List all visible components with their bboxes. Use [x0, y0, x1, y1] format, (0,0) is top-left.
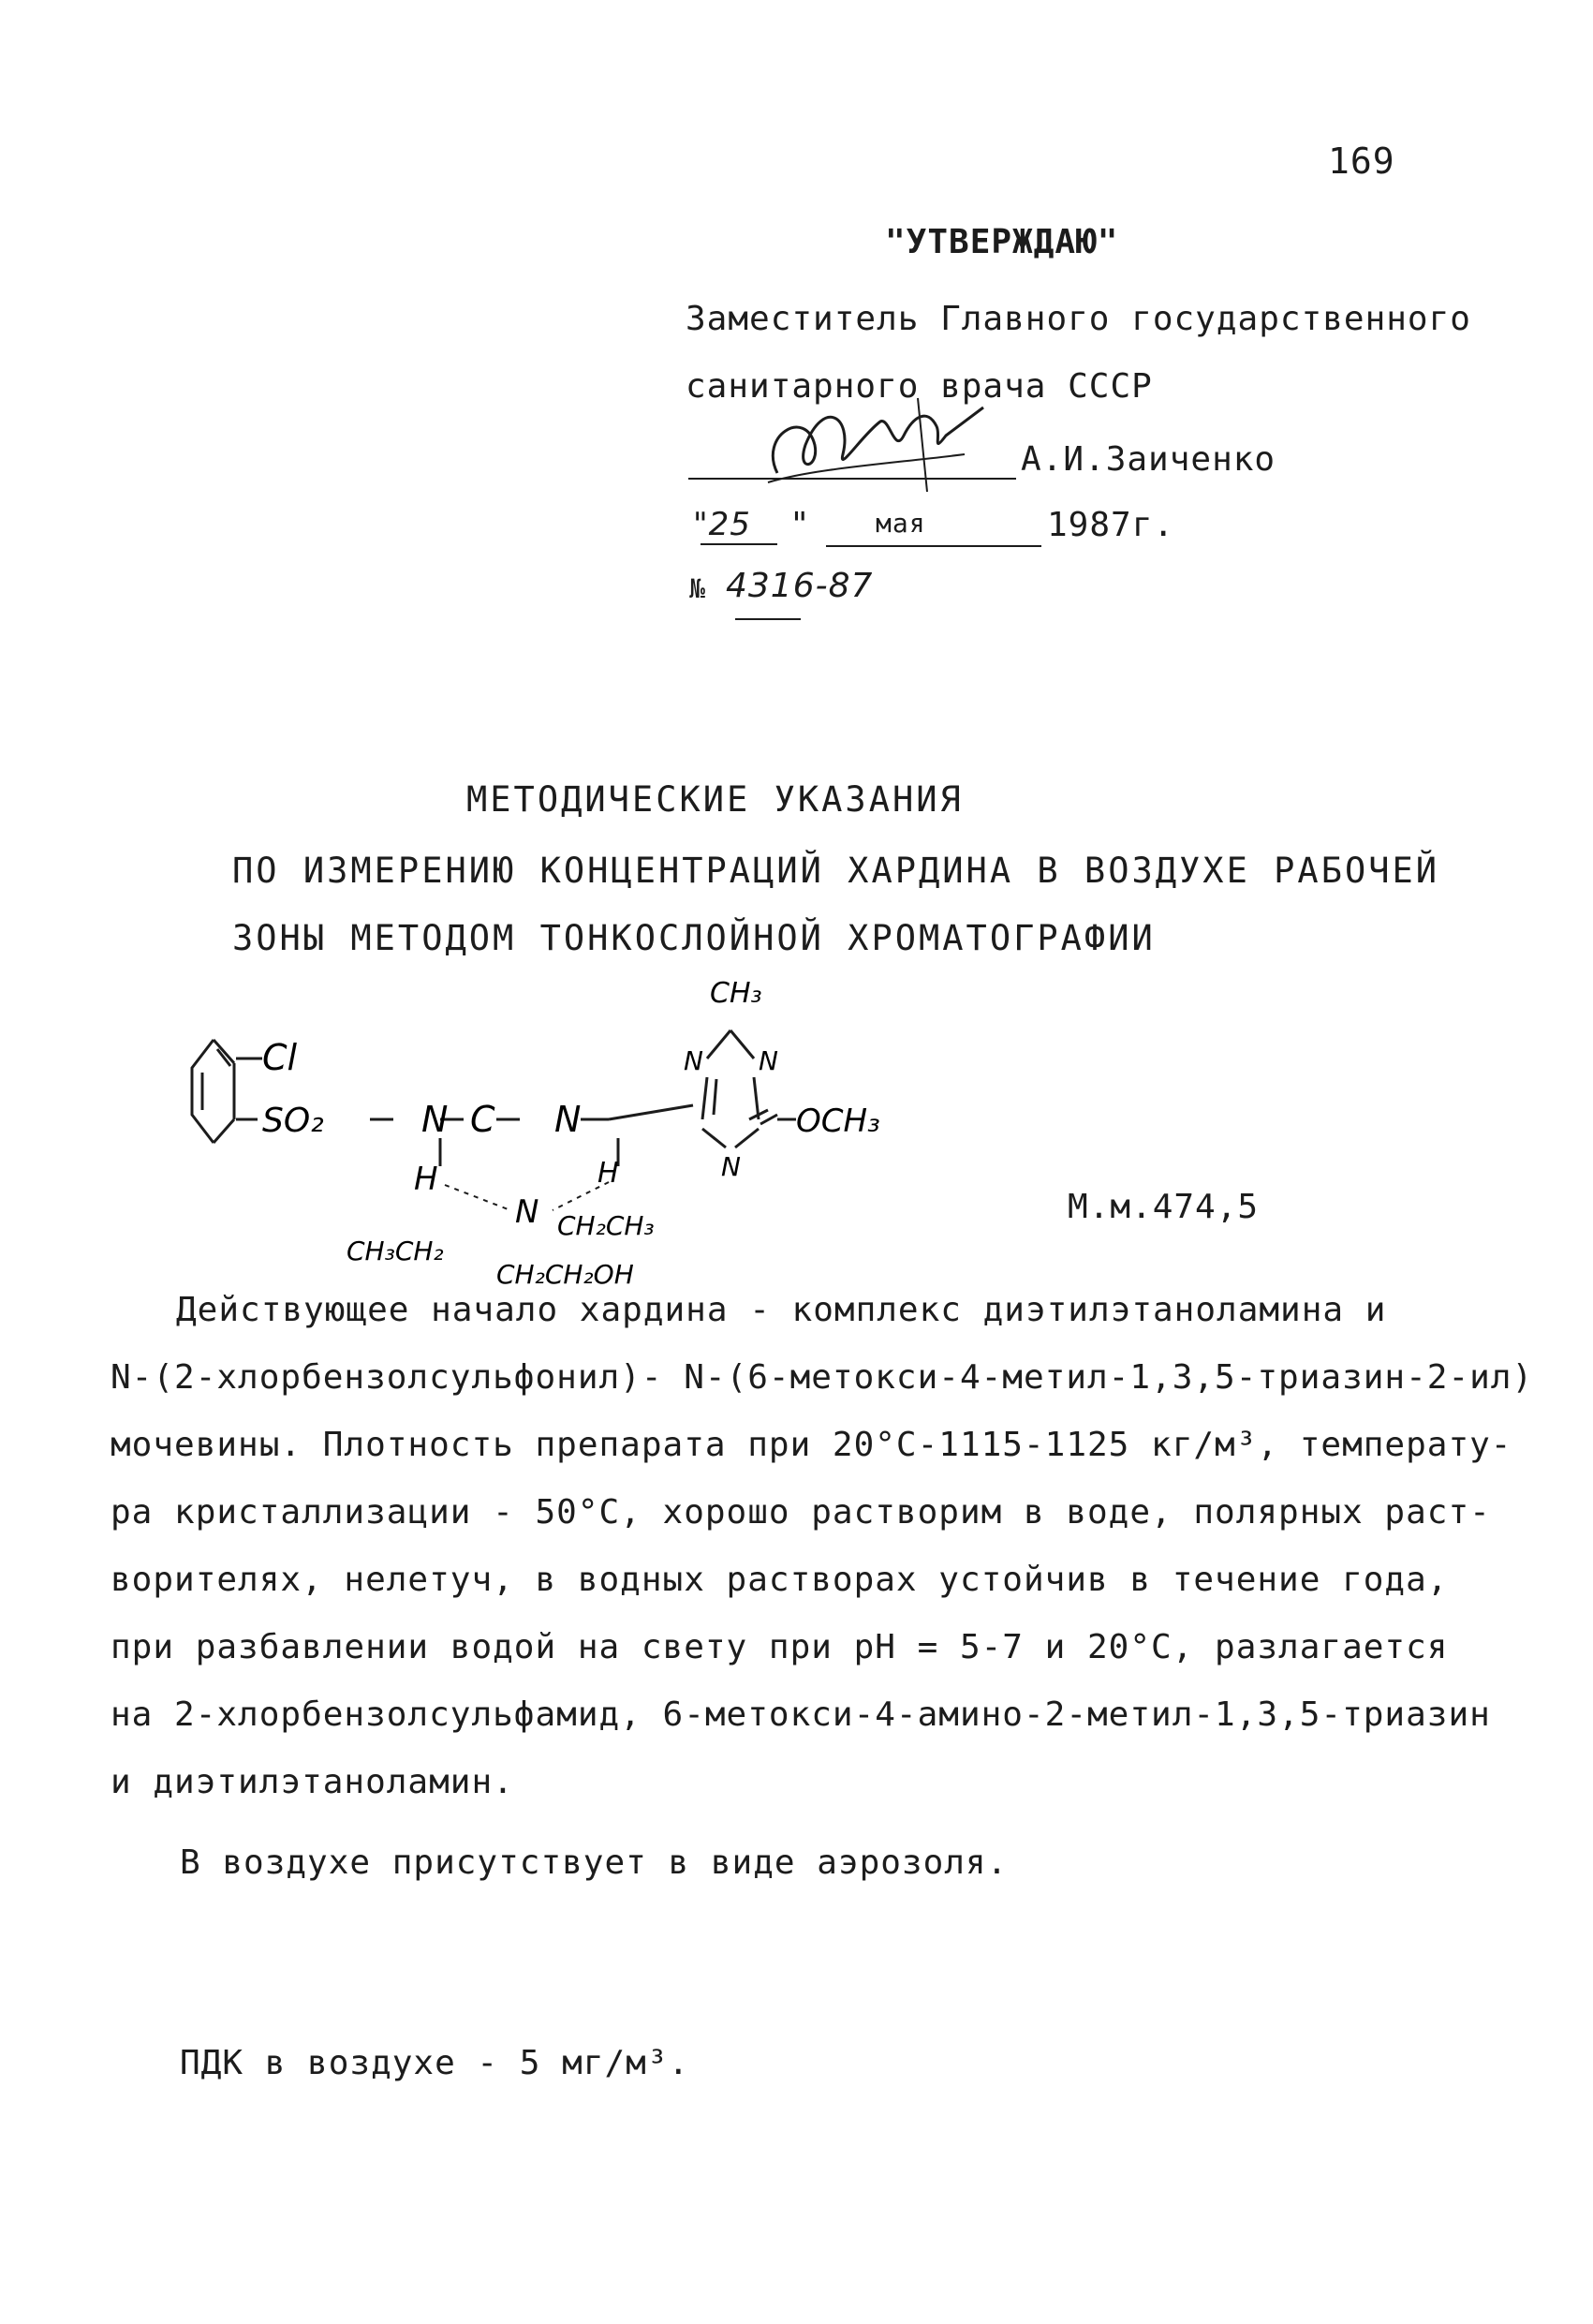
- approval-date-day: "25: [693, 506, 751, 543]
- approval-signature-name: А.И.Заиченко: [1021, 440, 1276, 479]
- atom-h-right: H: [597, 1157, 619, 1190]
- page-number: 169: [1328, 141, 1395, 182]
- atom-ring-n-bottom: N: [721, 1151, 741, 1182]
- atom-c: C: [470, 1099, 495, 1140]
- paragraph-line: мочевины. Плотность препарата при 20°С-1115-1125 кг/м³, температу-: [111, 1426, 1512, 1464]
- atom-h-left: H: [414, 1161, 438, 1198]
- atom-n-center: N: [515, 1193, 539, 1231]
- paragraph-line: на 2-хлорбензолсульфамид, 6-метокси-4-амино-2-метил-1,3,5-триазин: [111, 1695, 1491, 1734]
- description-paragraph: [111, 1291, 1534, 1815]
- paragraph-line: ворителях, нелетуч, в водных растворах устойчив в течение года,: [111, 1561, 1449, 1599]
- paragraph-line: и диэтилэтаноламин.: [111, 1763, 514, 1801]
- paragraph-line: ра кристаллизации - 50°С, хорошо растворим в воде, полярных раст-: [111, 1493, 1491, 1532]
- paragraph-line: N-(2-хлорбензолсульфонил)- N-(6-метокси-4-метил-1,3,5-триазин-2-ил): [111, 1358, 1534, 1397]
- aerosol-note: В воздухе присутствует в виде аэрозоля.: [180, 1843, 1009, 1882]
- title-line2: ПО ИЗМЕРЕНИЮ КОНЦЕНТРАЦИЙ ХАРДИНА В ВОЗДУХЕ РАБОЧЕЙ: [232, 851, 1440, 891]
- approval-heading: "УТВЕРЖДАЮ": [885, 223, 1119, 261]
- group-ch2ch3-right: CH₂CH₃: [557, 1210, 655, 1241]
- atom-ring-n-top-left: N: [684, 1045, 703, 1076]
- group-ch2ch2oh: CH₂CH₂OH: [496, 1259, 634, 1290]
- group-ch3ch2-left: CH₃CH₂: [347, 1236, 444, 1266]
- atom-och3: OCH₃: [796, 1103, 880, 1140]
- title-line3: ЗОНЫ МЕТОДОМ ТОНКОСЛОЙНОЙ ХРОМАТОГРАФИИ: [232, 918, 1156, 958]
- atom-ch3-top: CH₃: [710, 977, 762, 1010]
- atom-n-left: N: [421, 1099, 449, 1140]
- title-line1: МЕТОДИЧЕСКИЕ УКАЗАНИЯ: [466, 779, 964, 820]
- approval-position-line1: Заместитель Главного государственного: [686, 300, 1471, 338]
- molecular-mass: М.м.474,5: [1068, 1188, 1260, 1226]
- atom-cl: Cl: [262, 1037, 298, 1078]
- approval-position-line2: санитарного врача СССР: [686, 367, 1153, 406]
- date-month-underline: [826, 545, 1041, 547]
- approval-date-year: 1987г.: [1047, 506, 1175, 544]
- date-day-underline: [701, 543, 777, 545]
- signature-line: [688, 478, 1016, 480]
- doc-number-underline: [735, 618, 801, 620]
- atom-n-right: N: [554, 1099, 582, 1140]
- approval-doc-number-prefix: №: [689, 573, 706, 604]
- benzene-ring: [192, 1040, 234, 1143]
- approval-date-quote: ": [789, 506, 811, 544]
- pdk-limit: ПДК в воздухе - 5 мг/м³.: [180, 2044, 690, 2082]
- approval-date-month: мая: [876, 508, 926, 539]
- atom-so2: SO₂: [262, 1102, 324, 1140]
- structural-formula: [169, 965, 937, 1321]
- atom-ring-n-top-right: N: [759, 1045, 778, 1076]
- paragraph-line: при разбавлении водой на свету при рН = 5-7 и 20°С, разлагается: [111, 1628, 1449, 1666]
- paragraph-line: Действующее начало хардина - комплекс диэтилэтаноламина и: [176, 1291, 1387, 1329]
- approval-doc-number: 4316-87: [726, 567, 874, 605]
